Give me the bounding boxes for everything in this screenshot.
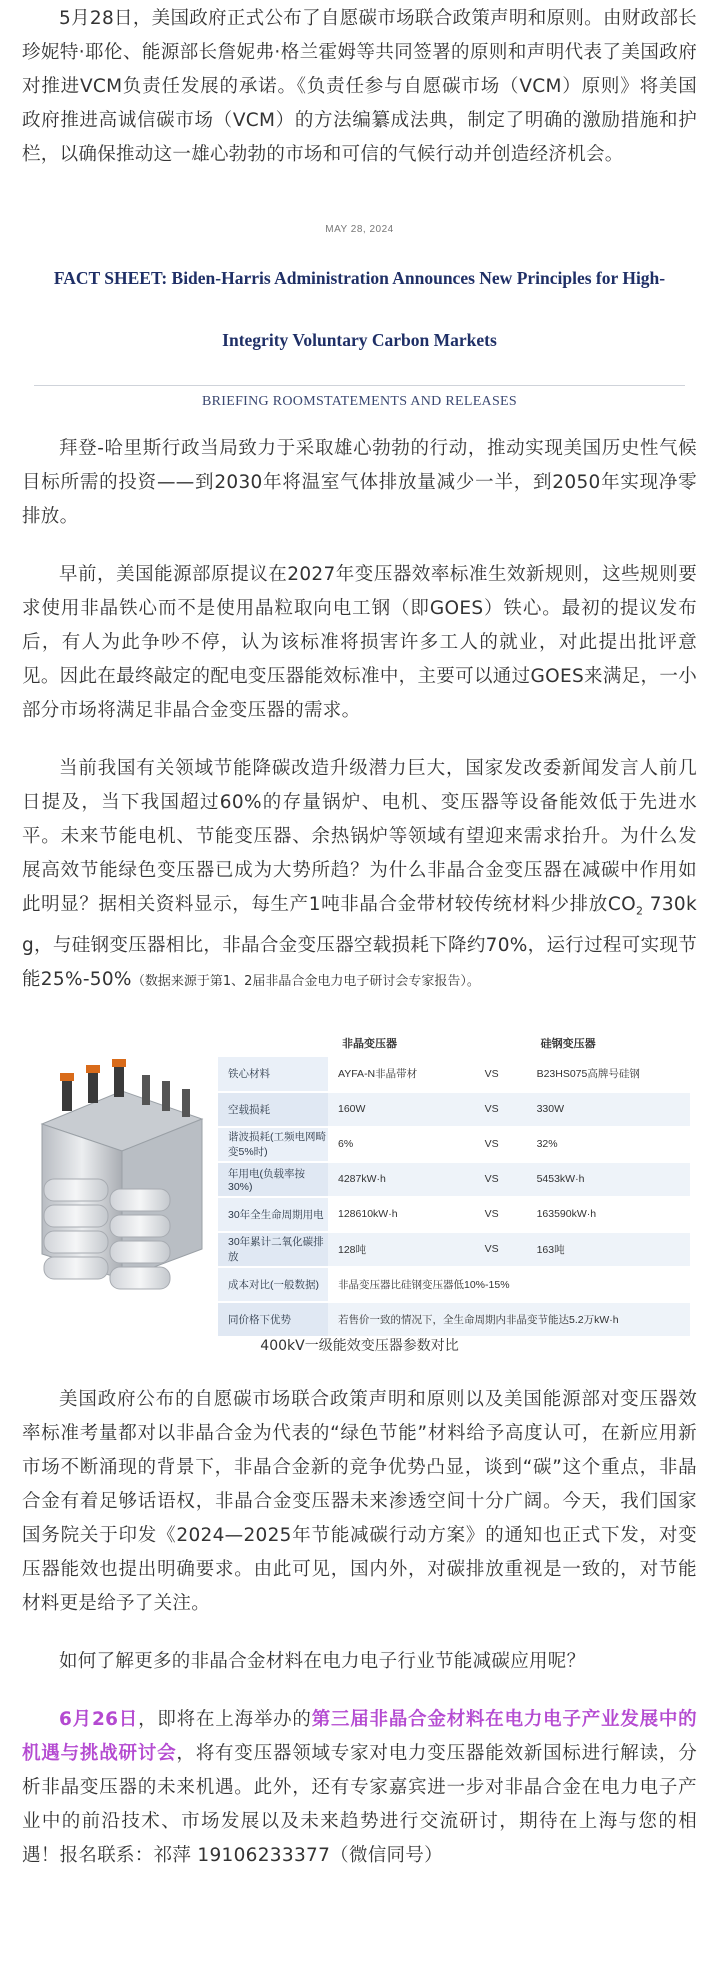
row-label-text: 30年累计二氧化碳排放 <box>228 1236 324 1264</box>
value-amorphous: 128吨 <box>328 1232 457 1267</box>
table-row <box>218 1092 690 1127</box>
row-summary: 若售价一致的情况下，全生命周期内非晶变节能达5.2万kW·h <box>328 1302 690 1337</box>
paragraph-2: 早前，美国能源部原提议在2027年变压器效率标准生效新规则，这些规则要求使用非晶铁心而不是使用晶粒取向电工钢（即GOES）铁心。最初的提议发布后，有人为此争吵不停，认为该标准将损害许多工人的就业，对此提出批评意见。因此在最终敲定的配电变压器能效标准中，主要可以通过GOES来满足，一小部分市场将满足非晶合金变压器的需求。 <box>22 564 697 721</box>
row-label <box>218 1267 328 1302</box>
vs-label: VS <box>457 1057 527 1092</box>
table-row <box>218 1162 690 1197</box>
row-label-text: 成本对比 <box>228 1278 270 1291</box>
row-summary: 非晶变压器比硅钢变压器低10%-15% <box>328 1267 690 1302</box>
table-row <box>218 1232 690 1267</box>
paragraph-1: 拜登-哈里斯行政当局致力于采取雄心勃勃的行动，推动实现美国历史性气候目标所需的投资——到2030年将温室气体排放量减少一半，到2050年实现净零排放。 <box>22 438 697 527</box>
event-name: 第三届非晶合金材料在电力电子产业发展中的机遇与挑战研讨会 <box>22 1708 697 1764</box>
row-label <box>218 1092 328 1127</box>
value-amorphous: 4287kW·h <box>328 1162 457 1197</box>
paragraph-6-text: ，即将在上海举办的 <box>138 1708 312 1730</box>
table-row <box>218 1302 690 1337</box>
vs-label: VS <box>457 1197 527 1232</box>
table-row <box>218 1197 690 1232</box>
paragraph-4: 美国政府公布的自愿碳市场联合政策声明和原则以及美国能源部对变压器效率标准考量都对以非晶合金为代表的“绿色节能”材料给予高度认可，在新应用新市场不断涌现的背景下，非晶合金新的竞争优势凸显，谈到“碳”这个重点，非晶合金有着足够话语权，非晶合金变压器未来渗透空间十分广阔。今天，我们国家国务院关于印发《2024—2025年节能减碳行动方案》的通知也正式下发，对变压器能效也提出明确要求。由此可见，国内外，对碳排放重视是一致的，对节能材料更是给予了关注。 <box>22 1388 697 1614</box>
table-header-blank <box>218 1029 328 1057</box>
paragraph-3 <box>22 752 697 999</box>
row-label-text: 年用电 <box>228 1167 260 1180</box>
comparison-figure <box>22 1029 697 1326</box>
vs-label: VS <box>457 1232 527 1267</box>
co2-subscript: 2 <box>635 904 644 918</box>
row-label-text: 30年全生命周期用电 <box>228 1208 324 1221</box>
row-label <box>218 1197 328 1232</box>
table-row <box>218 1127 690 1162</box>
vs-label: VS <box>457 1092 527 1127</box>
value-silicon: 163吨 <box>527 1232 690 1267</box>
fact-sheet-title[interactable]: FACT SHEET: Biden-Harris Administration Announces New Principles for High-Integrity Voluntary Carbon Markets <box>53 268 666 350</box>
data-source-note: （数据来源于第1、2届非晶合金电力电子研讨会专家报告）。 <box>131 973 480 989</box>
value-silicon: 163590kW·h <box>527 1197 690 1232</box>
vs-label: VS <box>457 1127 527 1162</box>
row-label-text: 铁心材料 <box>228 1068 270 1081</box>
row-label-note: (工频电网畸变5%时) <box>228 1131 326 1159</box>
transformer-illustration <box>22 1029 212 1317</box>
value-amorphous: 160W <box>328 1092 457 1127</box>
row-label <box>218 1162 328 1197</box>
vs-label: VS <box>457 1162 527 1197</box>
value-amorphous: 128610kW·h <box>328 1197 457 1232</box>
intro-paragraph: 5月28日，美国政府正式公布了自愿碳市场联合政策声明和原则。由财政部长珍妮特·耶伦、能源部长詹妮弗·格兰霍姆等共同签署的原则和声明代表了美国政府对推进VCM负责任发展的承诺。《负责任参与自愿碳市场（VCM）原则》将美国政府推进高诚信碳市场（VCM）的方法编纂成法典，制定了明确的激励措施和护栏，以确保推动这一雄心勃勃的市场和可信的气候行动并创造经济机会。 <box>22 8 697 165</box>
row-label-text: 谐波损耗 <box>228 1131 270 1144</box>
row-label-note: (一般数据) <box>270 1278 319 1291</box>
fact-sheet-date: MAY 28, 2024 <box>325 224 394 235</box>
row-label-text: 同价格下优势 <box>228 1313 291 1326</box>
paragraph-5: 如何了解更多的非晶合金材料在电力电子行业节能减碳应用呢？ <box>59 1650 586 1672</box>
row-label <box>218 1232 328 1267</box>
row-label-text: 空载损耗 <box>228 1103 270 1116</box>
row-label <box>218 1302 328 1337</box>
value-silicon: 32% <box>527 1127 690 1162</box>
event-date: 6月26日 <box>59 1708 139 1730</box>
paragraph-3-text-cont: 730kg，与硅钢变压器相比，非晶合金变压器空载损耗下降约70%，运行过程可实现节能25%-50% <box>22 894 698 990</box>
table-row <box>218 1057 690 1092</box>
value-amorphous: 6% <box>328 1127 457 1162</box>
table-row <box>218 1267 690 1302</box>
value-silicon: 5453kW·h <box>527 1162 690 1197</box>
paragraph-3-text: 当前我国有关领域节能降碳改造升级潜力巨大，国家发改委新闻发言人前几日提及，当下我国超过60%的存量锅炉、电机、变压器等设备能效低于先进水平。未来节能电机、节能变压器、余热锅炉等领域有望迎来需求抬升。为什么发展高效节能绿色变压器已成为大势所趋？为什么非晶合金变压器在减碳中作用如此明显？据相关资料显示，每生产1吨非晶合金带材较传统材料少排放CO <box>22 758 697 915</box>
value-silicon: 330W <box>527 1092 690 1127</box>
table-header-silicon: 硅钢变压器 <box>540 1037 596 1050</box>
spec-table <box>218 1029 690 1338</box>
value-silicon: B23HS075高牌号硅钢 <box>527 1057 690 1092</box>
table-header-amorphous: 非晶变压器 <box>342 1037 397 1050</box>
row-label <box>218 1127 328 1162</box>
value-amorphous: AYFA-N非晶带材 <box>328 1057 457 1092</box>
row-label-note: (负载率按30%) <box>228 1167 305 1193</box>
paragraph-6 <box>22 1703 697 1873</box>
fact-sheet-category[interactable]: BRIEFING ROOMSTATEMENTS AND RELEASES <box>202 394 517 409</box>
figure-caption: 400kV一级能效变压器参数对比 <box>260 1337 459 1354</box>
row-label <box>218 1057 328 1092</box>
paragraph-6-text-cont: ，将有变压器领域专家对电力变压器能效新国标进行解读，分析非晶变压器的未来机遇。此外，还有专家嘉宾进一步对非晶合金在电力电子产业中的前沿技术、市场发展以及未来趋势进行交流研讨，期待在上海与您的相遇！报名联系：祁萍 19106233377（微信同号） <box>22 1742 697 1866</box>
